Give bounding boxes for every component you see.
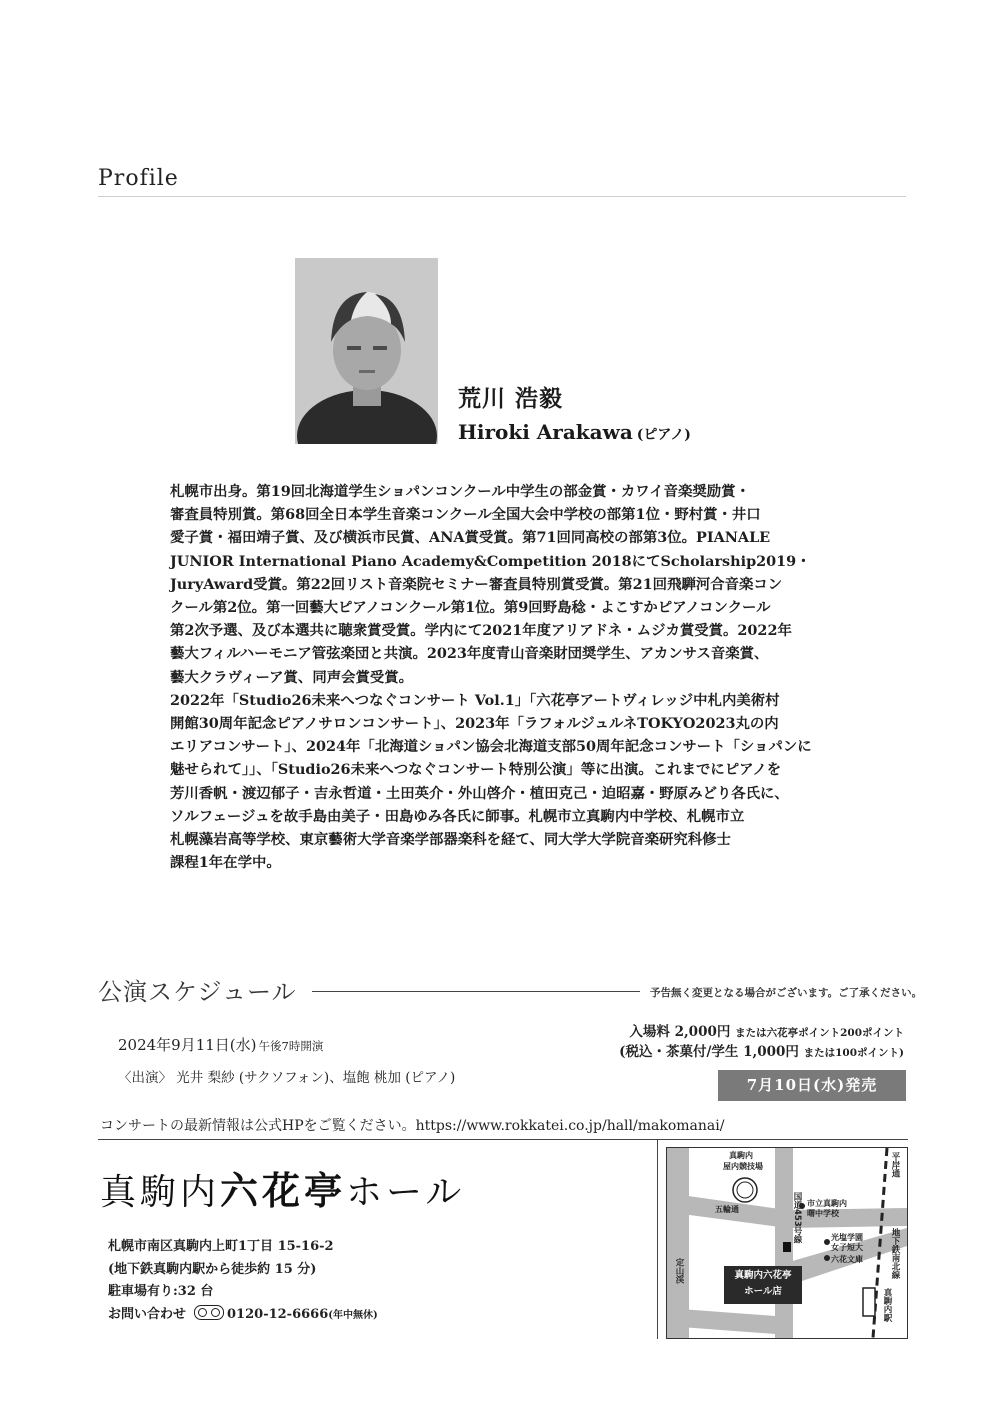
map-label-hiragishi: 平岸通	[890, 1152, 900, 1178]
venue-logo-part: ホール	[346, 1172, 466, 1213]
fee-student: (税込・茶菓付/学生 1,000円	[619, 1044, 799, 1060]
schedule-title: 公演スケジュール	[98, 978, 297, 1006]
artist-photo-illustration	[295, 258, 438, 444]
artist-name-english	[458, 420, 691, 444]
artist-name-english-text: Hiroki Arakawa	[458, 420, 633, 444]
concert-start-time: 午後7時開演	[258, 1039, 324, 1053]
map-label-college: 女子短大	[831, 1243, 863, 1252]
bio-line: 愛子賞・福田靖子賞、及び横浜市民賞、ANA賞受賞。第71回同高校の部第3位。PIANALE	[170, 529, 771, 547]
venue-access: (地下鉄真駒内駅から徒歩約 15 分)	[108, 1261, 317, 1277]
bio-line: ソルフェージュを故手島由美子・田島ゆみ各氏に師事。札幌市立真駒内中学校、札幌市立	[170, 807, 745, 825]
map-label-gorin: 五輪通	[715, 1205, 739, 1214]
venue-parking: 駐車場有り:32 台	[108, 1284, 214, 1299]
venue-address: 札幌市南区真駒内上町1丁目 15-16-2	[108, 1239, 334, 1254]
bio-line: 2022年「Studio26未来へつなぐコンサート Vol.1」「六花亭アートヴィレッジ中札内美術村	[170, 691, 780, 709]
venue-address-block	[108, 1236, 378, 1327]
bio-line: 第2次予選、及び本選共に聴衆賞受賞。学内にて2021年度アリアドネ・ムジカ賞受賞。2022年	[170, 622, 792, 640]
map-hall-name: ホール店	[744, 1286, 782, 1297]
map-label-college: 光塩学園	[831, 1233, 863, 1242]
map-label-stadium: 屋内競技場	[723, 1162, 763, 1171]
contact-phone-note: (年中無休)	[328, 1309, 378, 1321]
venue-logo	[100, 1160, 465, 1215]
venue-logo-part: 真駒内	[100, 1172, 221, 1213]
bio-line: 審査員特別賞。第68回全日本学生音楽コンクール全国大会中学校の部第1位・野村賞・井口	[170, 506, 761, 524]
bio-line: 藝大フィルハーモニア管弦楽団と共演。2023年度青山音楽財団奨学生、アカンサス音楽賞、	[170, 645, 769, 663]
ticket-release-badge: 7月10日(水)発売	[718, 1070, 906, 1101]
concert-date-text: 2024年9月11日(水)	[118, 1036, 257, 1054]
admission-fee	[619, 1023, 904, 1063]
venue-logo-brand: 六花亭	[220, 1168, 347, 1213]
artist-photo	[295, 258, 438, 444]
schedule-title-rule	[312, 991, 640, 992]
concert-date	[118, 1034, 323, 1055]
map-label-jozan: 定山渓	[674, 1258, 684, 1284]
bio-line: JuryAward受賞。第22回リスト音楽院セミナー審査員特別賞受賞。第21回飛騨河合音楽コン	[170, 575, 783, 593]
contact-phone: 0120-12-6666	[227, 1306, 329, 1322]
bio-line: 課程1年在学中。	[170, 854, 281, 872]
map-label-stadium: 真駒内	[729, 1151, 753, 1160]
map-label-bunko: 六花文庫	[831, 1255, 863, 1264]
bio-line: クール第2位。第一回藝大ピアノコンクール第1位。第9回野島稔・よこすかピアノコンクール	[170, 599, 771, 617]
bio-line: エリアコンサート」、2024年「北海道ショパン協会北海道支部50周年記念コンサート「ショパンに	[170, 738, 812, 756]
admission-fee-main	[619, 1023, 904, 1043]
admission-fee-sub	[619, 1043, 904, 1063]
bio-line: 開館30周年記念ピアノサロンコンサート」、2023年「ラフォルジュルネTOKYO2023丸の内	[170, 715, 779, 733]
artist-name-japanese: 荒川 浩毅	[458, 385, 564, 412]
bio-line: 芳川香帆・渡辺郁子・吉永哲道・土田英介・外山啓介・植田克己・迫昭嘉・野原みどり各氏に、	[170, 784, 789, 802]
venue-map-roads	[667, 1148, 907, 1338]
artist-role: (ピアノ)	[636, 427, 691, 443]
fee-price: 入場料 2,000円	[629, 1024, 731, 1040]
map-label-subway: 地下鉄南北線	[890, 1228, 900, 1279]
contact-label: お問い合わせ	[108, 1306, 187, 1322]
profile-divider	[98, 196, 906, 197]
fee-points: または六花亭ポイント200ポイント	[735, 1027, 904, 1039]
bio-line: 藝大クラヴィーア賞、同声会賞受賞。	[170, 668, 414, 686]
bio-line: 魅せられて」」、「Studio26未来へつなぐコンサート特別公演」等に出演。これまでにピアノを	[170, 761, 782, 779]
map-label-school: 曙中学校	[807, 1209, 839, 1218]
venue-map	[666, 1147, 908, 1339]
schedule-change-note: 予告無く変更となる場合がございます。ご了承ください。	[650, 987, 923, 999]
official-site-info: コンサートの最新情報は公式HPをご覧ください。https://www.rokkatei.co.jp/hall/makomanai/	[100, 1118, 725, 1134]
map-hall-marker	[724, 1266, 802, 1304]
artist-biography	[170, 480, 834, 874]
free-dial-icon	[194, 1305, 224, 1320]
bio-line: 札幌藻岩高等学校、東京藝術大学音楽学部器楽科を経て、同大学大学院音楽研究科修士	[170, 831, 731, 849]
bio-line: 札幌市出身。第19回北海道学生ショパンコンクール中学生の部金賞・カワイ音楽奨励賞・	[170, 483, 750, 500]
map-label-route: 国道453号線	[792, 1192, 802, 1244]
map-hall-name: 真駒内六花亭	[734, 1270, 792, 1281]
profile-heading: Profile	[98, 166, 179, 191]
venue-map-divider	[657, 1139, 658, 1339]
fee-student-points: または100ポイント)	[803, 1047, 904, 1059]
map-label-station: 真駒内駅	[882, 1288, 892, 1322]
info-divider	[98, 1139, 908, 1140]
concert-performers: 〈出演〉 光井 梨紗 (サクソフォン)、塩飽 桃加 (ピアノ)	[118, 1070, 456, 1086]
bio-line: JUNIOR International Piano Academy&Competition 2018にてScholarship2019・	[170, 552, 811, 570]
venue-contact	[108, 1304, 378, 1328]
map-label-school: 市立真駒内	[807, 1199, 847, 1208]
